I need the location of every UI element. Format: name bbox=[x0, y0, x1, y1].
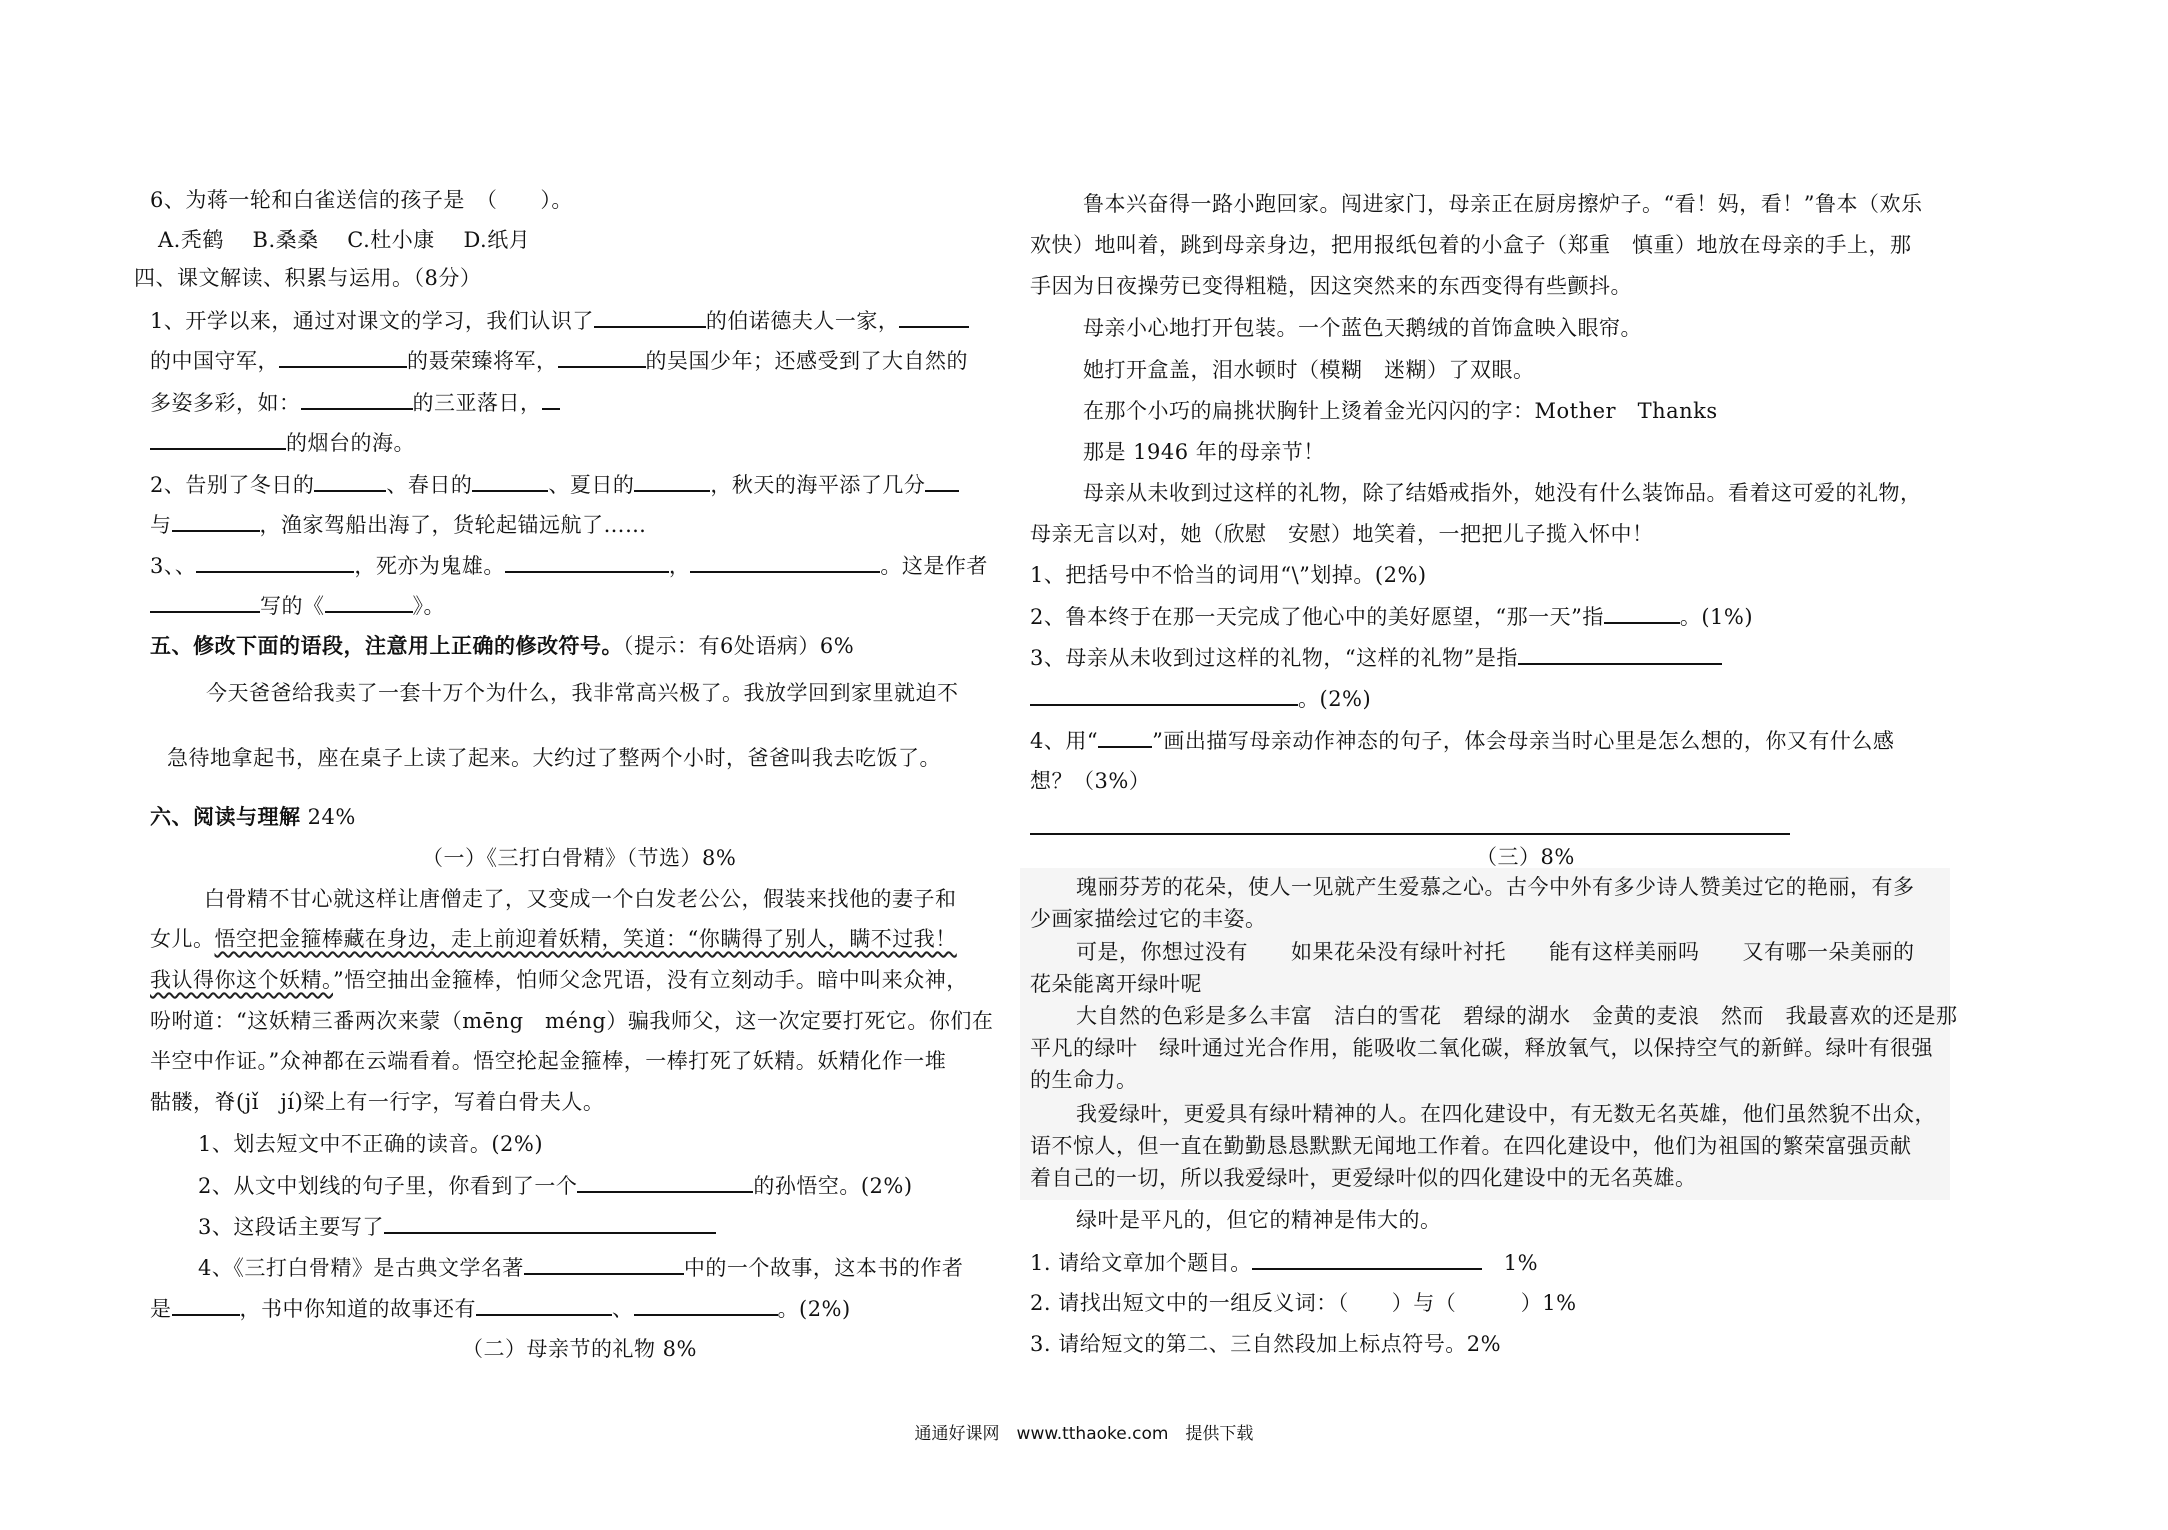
r3-line-2: 少画家描绘过它的丰姿。 bbox=[1030, 907, 1267, 931]
reading-3-title: （三）8% bbox=[1476, 845, 1575, 869]
r3-question-3: 3. 请给短文的第二、三自然段加上标点符号。2% bbox=[1030, 1332, 1502, 1356]
r1-line-2: 女儿。悟空把金箍棒藏在身边，走上前迎着妖精，笑道：“你瞒得了别人，瞒不过我！ bbox=[150, 927, 957, 951]
r2-line-6: 在那个小巧的扁挑状胸针上烫着金光闪闪的字：Mother Thanks bbox=[1083, 399, 1718, 423]
r3-line-9: 语不惊人，但一直在勤勤恳恳默默无闻地工作着。在四化建设中，他们为祖国的繁荣富强贡献 bbox=[1030, 1134, 1912, 1158]
r2-question-3-cont: 。(2%) bbox=[1030, 684, 1371, 713]
r2-question-2: 2、鲁本终于在那一天完成了他心中的美好愿望，“那一天”指 。(1%) bbox=[1030, 602, 1753, 631]
r1-line-1: 白骨精不甘心就这样让唐僧走了，又变成一个白发老公公，假装来找他的妻子和 bbox=[204, 887, 957, 911]
blank[interactable] bbox=[524, 1253, 684, 1275]
r1-question-3: 3、这段话主要写了 bbox=[198, 1212, 716, 1241]
section-6-title: 六、阅读与理解 24% bbox=[150, 804, 356, 829]
s4-line-5: 2、告别了冬日的 、春日的 、夏日的 ，秋天的海平添了几分 bbox=[150, 470, 959, 499]
r3-line-10: 着自己的一切，所以我爱绿叶，更爱绿叶似的四化建设中的无名英雄。 bbox=[1030, 1166, 1697, 1190]
blank[interactable] bbox=[1518, 643, 1722, 665]
r1-line-3: 我认得你这个妖精。”悟空抽出金箍棒，怕师父念咒语，没有立刻动手。暗中叫来众神， bbox=[150, 968, 968, 992]
r2-line-2: 欢快）地叫着，跳到母亲身边，把用报纸包着的小盒子（郑重 慎重）地放在母亲的手上，那 bbox=[1030, 233, 1912, 257]
blank[interactable] bbox=[594, 306, 706, 328]
s4-line-6: 与 ，渔家驾船出海了，货轮起锚远航了…… bbox=[150, 510, 647, 539]
blank[interactable] bbox=[150, 591, 260, 613]
blank[interactable] bbox=[634, 470, 710, 492]
r2-line-1: 鲁本兴奋得一路小跑回家。闯进家门，母亲正在厨房擦炉子。“看！妈，看！”鲁本（欢乐 bbox=[1083, 192, 1923, 216]
s4-line-2: 的中国守军， 的聂荣臻将军， 的吴国少年；还感受到了大自然的 bbox=[150, 346, 968, 375]
s4-line-3: 多姿多彩，如： 的三亚落日， bbox=[150, 388, 560, 417]
section-4-title: 四、课文解读、积累与运用。（8分） bbox=[134, 266, 482, 290]
r3-line-6: 平凡的绿叶 绿叶通过光合作用，能吸收二氧化碳，释放氧气，以保持空气的新鲜。绿叶有很强 bbox=[1030, 1036, 1933, 1060]
footer-credit: 通通好课网 www.tthaoke.com 提供下载 bbox=[914, 1424, 1254, 1444]
blank[interactable] bbox=[384, 1212, 716, 1234]
blank[interactable] bbox=[1098, 726, 1152, 748]
blank[interactable] bbox=[472, 470, 548, 492]
r2-line-9: 母亲无言以对，她（欣慰 安慰）地笑着，一把把儿子揽入怀中！ bbox=[1030, 522, 1654, 546]
blank[interactable] bbox=[172, 1294, 240, 1316]
blank[interactable] bbox=[1604, 602, 1680, 624]
r3-line-3: 可是，你想过没有 如果花朵没有绿叶衬托 能有这样美丽吗 又有哪一朵美丽的 bbox=[1076, 940, 1915, 964]
blank[interactable] bbox=[1252, 1248, 1482, 1270]
r2-line-8: 母亲从未收到过这样的礼物，除了结婚戒指外，她没有什么装饰品。看着这可爱的礼物， bbox=[1083, 481, 1922, 505]
r2-line-5: 她打开盒盖，泪水顿时（模糊 迷糊）了双眼。 bbox=[1083, 358, 1535, 382]
r1-line-4: 吩咐道：“这妖精三番两次来蒙（mēng méng）骗我师父，这一次定要打死它。你们在 bbox=[150, 1009, 994, 1033]
r1-question-1: 1、划去短文中不正确的读音。(2%) bbox=[198, 1132, 544, 1156]
reading-2-title: （二）母亲节的礼物 8% bbox=[462, 1337, 697, 1361]
blank[interactable] bbox=[690, 551, 880, 573]
blank[interactable] bbox=[301, 388, 413, 410]
r3-line-8: 我爱绿叶，更爱具有绿叶精神的人。在四化建设中，有无数无名英雄，他们虽然貌不出众， bbox=[1076, 1102, 1936, 1126]
r1-question-4: 4、《三打白骨精》是古典文学名著 中的一个故事，这本书的作者 bbox=[198, 1253, 963, 1282]
blank[interactable] bbox=[505, 551, 669, 573]
blank[interactable] bbox=[634, 1294, 778, 1316]
r1-question-2: 2、从文中划线的句子里，你看到了一个 的孙悟空。(2%) bbox=[198, 1171, 913, 1200]
s5-passage-line-1: 今天爸爸给我卖了一套十万个为什么，我非常高兴极了。我放学回到家里就迫不 bbox=[206, 681, 959, 705]
blank[interactable] bbox=[172, 510, 260, 532]
blank[interactable] bbox=[196, 551, 354, 573]
s5-passage-line-2: 急待地拿起书，座在桌子上读了起来。大约过了整两个小时，爸爸叫我去吃饭了。 bbox=[167, 746, 941, 770]
r3-question-1: 1. 请给文章加个题目。 1% bbox=[1030, 1248, 1538, 1277]
r2-question-4-cont: 想？（3%） bbox=[1030, 769, 1151, 793]
r2-question-4: 4、用“ ”画出描写母亲动作神态的句子，体会母亲当时心里是怎么想的，你又有什么感 bbox=[1030, 726, 1894, 755]
blank[interactable] bbox=[899, 306, 969, 328]
question-6-options: A.秃鹤 B.桑桑 C.杜小康 D.纸月 bbox=[158, 228, 531, 252]
blank[interactable] bbox=[1030, 684, 1298, 706]
question-6: 6、为蒋一轮和白雀送信的孩子是 （ ）。 bbox=[150, 188, 573, 212]
s4-line-8: 写的《 》。 bbox=[150, 591, 445, 620]
blank[interactable] bbox=[476, 1294, 612, 1316]
blank[interactable] bbox=[325, 591, 413, 613]
section-5-title: 五、修改下面的语段，注意用上正确的修改符号。（提示：有6处语病）6% bbox=[150, 633, 855, 658]
s4-line-1: 1、开学以来，通过对课文的学习，我们认识了 的伯诺德夫人一家， bbox=[150, 306, 969, 335]
s4-line-4: 的烟台的海。 bbox=[150, 428, 415, 457]
blank[interactable] bbox=[558, 346, 646, 368]
r3-line-4: 花朵能离开绿叶呢 bbox=[1030, 972, 1202, 996]
r1-question-4-cont: 是 ，书中你知道的故事还有 、 。(2%) bbox=[150, 1294, 851, 1323]
blank[interactable] bbox=[314, 470, 386, 492]
blank[interactable] bbox=[577, 1171, 753, 1193]
answer-line bbox=[1030, 833, 1790, 835]
blank[interactable] bbox=[925, 470, 959, 492]
r2-question-3: 3、母亲从未收到过这样的礼物，“这样的礼物”是指 bbox=[1030, 643, 1722, 672]
reading-1-title: （一）《三打白骨精》（节选）8% bbox=[422, 846, 737, 870]
s4-line-7: 3、、 ，死亦为鬼雄。 ， 。这是作者 bbox=[150, 551, 988, 580]
blank[interactable] bbox=[279, 346, 407, 368]
blank[interactable] bbox=[150, 428, 286, 450]
r1-line-5: 半空中作证。”众神都在云端看着。悟空抡起金箍棒，一棒打死了妖精。妖精化作一堆 bbox=[150, 1049, 947, 1073]
blank[interactable] bbox=[542, 388, 560, 410]
r2-line-7: 那是 1946 年的母亲节！ bbox=[1083, 440, 1325, 464]
r3-question-2: 2. 请找出短文中的一组反义词：（ ）与（ ）1% bbox=[1030, 1291, 1577, 1315]
r3-line-1: 瑰丽芬芳的花朵，使人一见就产生爱慕之心。古今中外有多少诗人赞美过它的艳丽，有多 bbox=[1076, 875, 1915, 899]
r3-line-5: 大自然的色彩是多么丰富 洁白的雪花 碧绿的湖水 金黄的麦浪 然而 我最喜欢的还是那 bbox=[1076, 1004, 1958, 1028]
r2-line-3: 手因为日夜操劳已变得粗糙，因这突然来的东西变得有些颤抖。 bbox=[1030, 274, 1632, 298]
r3-line-7: 的生命力。 bbox=[1030, 1068, 1138, 1092]
r2-line-4: 母亲小心地打开包装。一个蓝色天鹅绒的首饰盒映入眼帘。 bbox=[1083, 316, 1642, 340]
r3-line-11: 绿叶是平凡的，但它的精神是伟大的。 bbox=[1076, 1208, 1442, 1232]
r1-line-6: 骷髅，脊(jǐ jí)梁上有一行字，写着白骨夫人。 bbox=[150, 1090, 605, 1114]
r2-question-1: 1、把括号中不恰当的词用“\”划掉。(2%) bbox=[1030, 563, 1427, 587]
